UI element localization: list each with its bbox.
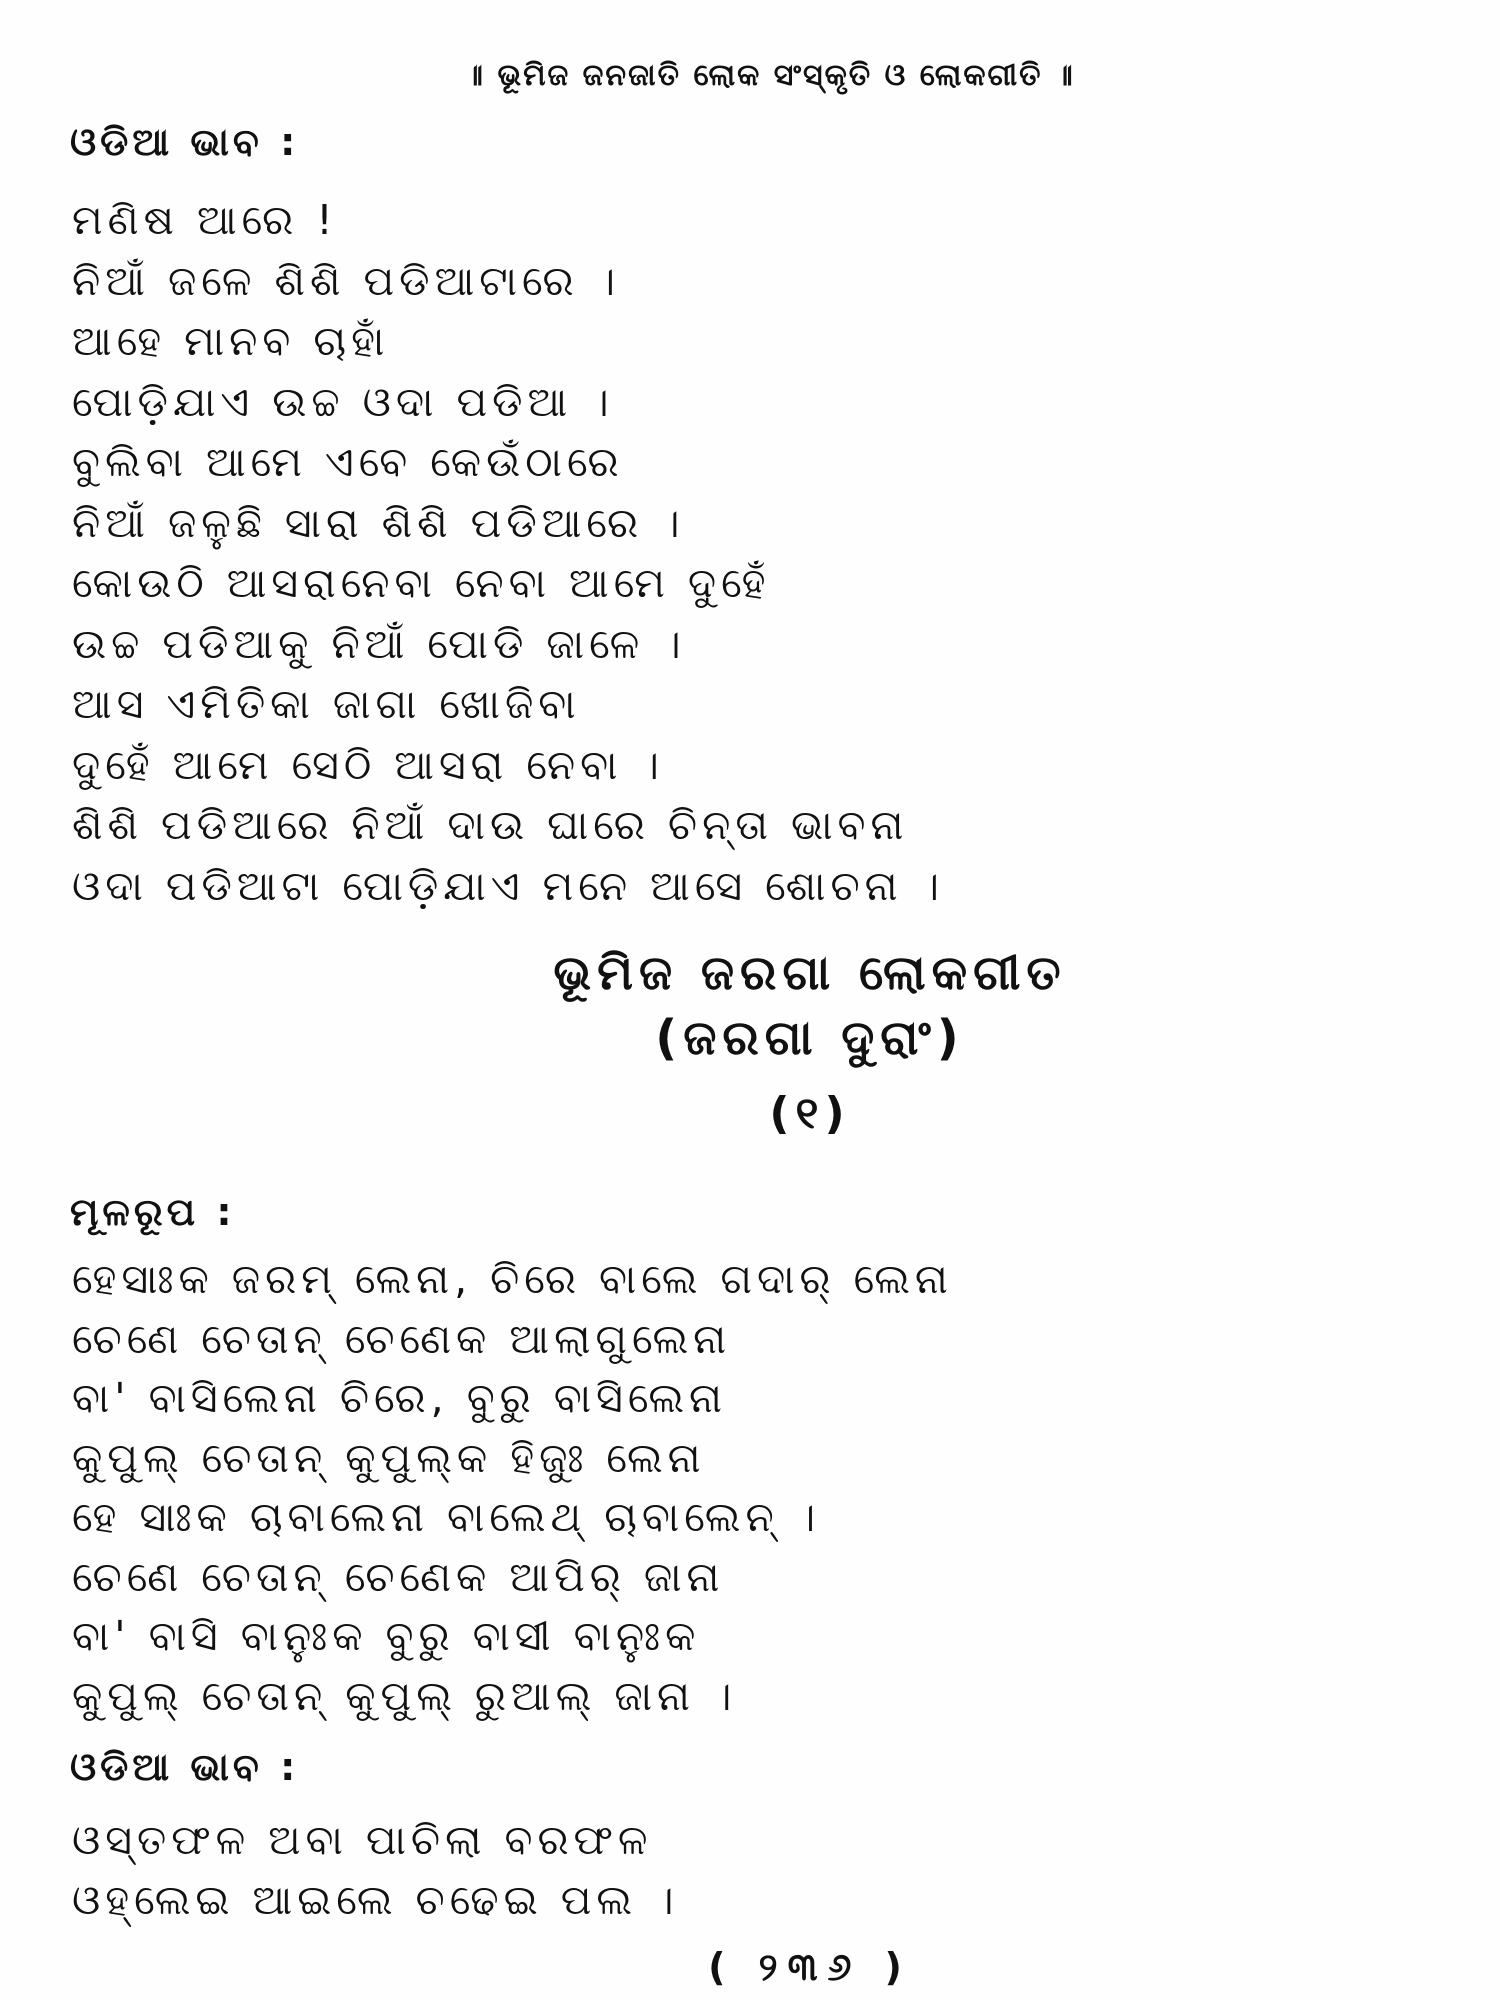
- song-subtitle: (ଜରଗା ଦୁରାଂ): [655, 1010, 965, 1066]
- verse-line: ଓଦା ପଡିଆଟା ପୋଡ଼ିଯାଏ ମନେ ଆସେ ଶୋଚନା ।: [72, 861, 945, 910]
- verse-line: କୋଉଠି ଆସରାନେବା ନେବା ଆମେ ଦୁହେଁ: [72, 559, 771, 607]
- verse-line: ଉଚ୍ଚ ପଡିଆକୁ ନିଆଁ ପୋଡି ଜାଳେ ।: [72, 619, 686, 668]
- verse-line: କୁପୁଲ୍ ଚେତାନ୍ କୁପୁଲ୍କ ହିଜୁଃ ଲେନା: [72, 1433, 706, 1482]
- verse-line: ଚେଣେ ଚେତାନ୍ ଚେଣେକ ଆପିର୍ ଜାନା: [72, 1552, 725, 1601]
- original-text-label: ମୂଳରୂପ :: [70, 1190, 236, 1234]
- verse-line: ଆହେ ମାନବ ଚାହାଁ: [72, 317, 390, 365]
- verse-line: ଦୁହେଁ ଆମେ ସେଠି ଆସରା ନେବା ।: [72, 740, 664, 789]
- verse-line: ମଣିଷ ଆରେ !: [72, 196, 338, 244]
- song-number: (୧): [769, 1088, 851, 1139]
- verse-line: ବା' ବାସିଲେନା ଚିରେ, ବୁରୁ ବାସିଲେନା: [72, 1374, 727, 1422]
- verse-line: ହେସାଃକ ଜରମ୍ ଲେନା, ଚିରେ ବାଲେ ଗଦାର୍ ଲେନା: [72, 1255, 953, 1303]
- odia-meaning-label: ଓଡିଆ ଭାବ :: [70, 1745, 300, 1789]
- verse-line: ହେ ସାଃକ ଚାବାଲେନା ବାଲେଥ୍ ଚାବାଲେନ୍ ।: [72, 1493, 821, 1541]
- verse-line: ପୋଡ଼ିଯାଏ ଉଚ୍ଚ ଓଦା ପଡିଆ ।: [72, 377, 614, 426]
- running-header: ॥ ଭୂମିଜ ଜନଜାତି ଲୋକ ସଂସ୍କୃତି ଓ ଲୋକଗୀତି ॥: [465, 58, 1075, 93]
- verse-line: ନିଆଁ ଜଳୁଛି ସାରା ଶିଶି ପଡିଆରେ ।: [72, 498, 685, 547]
- original-verse: [72, 1250, 953, 1726]
- page-number: ( ୨୩୬ ): [708, 1945, 912, 1989]
- verse-line: ଆସ ଏମିତିକା ଜାଗା ଖୋଜିବା: [72, 680, 581, 728]
- verse-line: ଚେଣେ ଚେତାନ୍ ଚେଣେକ ଆଲାଗୁଲେନା: [72, 1314, 732, 1363]
- verse-line: କୁପୁଲ୍ ଚେତାନ୍ କୁପୁଲ୍ ରୁଆଲ୍ ଜାନା ।: [72, 1671, 737, 1720]
- verse-line: ଓହ୍ଲେଇ ଆଇଲେ ଚଢେଇ ପଲ ।: [72, 1876, 679, 1924]
- verse-line: ଓସ୍ତଫଳ ଅବା ପାଚିଲା ବରଫଳ: [72, 1816, 653, 1864]
- odia-meaning-verse: [72, 1810, 679, 1930]
- odia-meaning-verse: [72, 190, 944, 916]
- verse-line: ନିଆଁ ଜଳେ ଶିଶି ପଡିଆଟାରେ ।: [72, 256, 621, 305]
- verse-line: ଶିଶି ପଡିଆରେ ନିଆଁ ଦାଉ ଘାରେ ଚିନ୍ତା ଭାବନା: [72, 801, 909, 849]
- verse-line: ବା' ବାସି ବାନୁଃକ ବୁରୁ ବାସୀ ବାନୁଃକ: [72, 1612, 701, 1660]
- verse-line: ବୁଲିବା ଆମେ ଏବେ କେଉଁଠାରେ: [72, 438, 624, 486]
- odia-meaning-label: ଓଡିଆ ଭାବ :: [70, 120, 300, 164]
- song-title: ଭୂମିଜ ଜରଗା ଲୋକଗୀତ: [553, 945, 1067, 1001]
